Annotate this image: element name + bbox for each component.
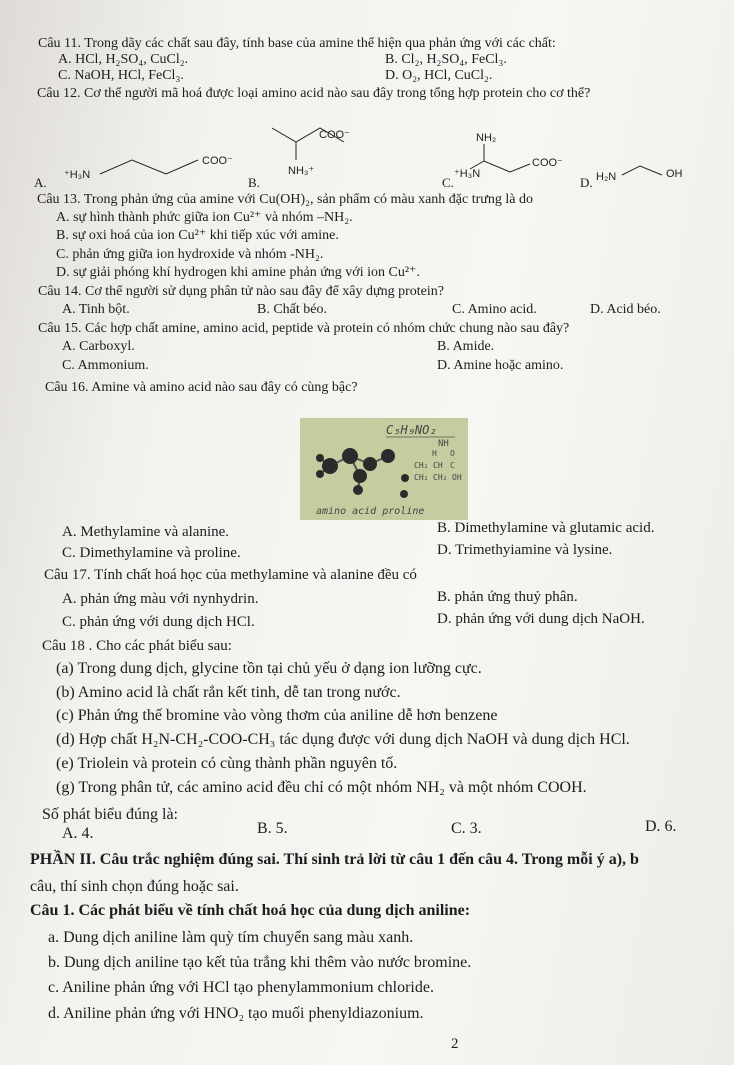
ball-stick-model	[316, 448, 409, 498]
q13-stem: Câu 13. Trong phản ứng của amine với Cu(OH)₂, sản phẩm có màu xanh đặc trưng là do	[37, 192, 533, 207]
q12-d-skeleton	[622, 166, 662, 175]
struct-ch2-bottom-left: CH₂	[414, 473, 429, 482]
q12-b-ammonium: NH₃⁺	[288, 165, 315, 177]
q13-option-b: B. sự oxi hoá của ion Cu²⁺ khi tiếp xúc với amine.	[56, 228, 339, 243]
q12-molecule-a	[62, 145, 272, 185]
q12-d-hydroxyl: OH	[666, 168, 683, 180]
q18-option-b: B. 5.	[257, 820, 288, 837]
q12-stem: Câu 12. Cơ thể người mã hoá được loại amino acid nào sau đây trong tổng hợp protein cho cơ thể?	[37, 86, 591, 101]
q12-molecule-d	[594, 158, 694, 186]
struct-c: C	[450, 461, 455, 470]
q12-molecule-c	[452, 128, 592, 184]
q16-option-d: D. Trimethyiamine và lysine.	[437, 542, 613, 558]
q18-option-a: A. 4.	[62, 825, 94, 842]
q11-option-b: B. Cl₂, H₂SO₄, FeCl₃.	[385, 52, 507, 67]
struct-ch: CH	[433, 461, 443, 470]
q15-option-a: A. Carboxyl.	[62, 339, 135, 354]
part2-q1-d: d. Aniline phản ứng với HNO₂ tạo muối phenyldiazonium.	[48, 1005, 424, 1022]
q14-option-c: C. Amino acid.	[452, 302, 537, 317]
q12-option-d-letter: D.	[580, 175, 593, 190]
q18-count-prompt: Số phát biểu đúng là:	[42, 806, 178, 823]
struct-h: H	[432, 449, 437, 458]
q18-statement-a: (a) Trong dung dịch, glycine tồn tại chủ yếu ở dạng ion lưỡng cực.	[56, 660, 482, 677]
q13-option-c: C. phản ứng giữa ion hydroxide và nhóm -NH₂.	[56, 247, 324, 262]
q12-option-b-letter: B.	[248, 175, 260, 190]
q15-option-d: D. Amine hoặc amino.	[437, 358, 564, 373]
hydrogen-atom	[353, 485, 363, 495]
q17-stem: Câu 17. Tính chất hoá học của methylamine và alanine đều có	[44, 567, 417, 583]
q18-stem: Câu 18 . Cho các phát biểu sau:	[42, 638, 232, 654]
q14-option-b: B. Chất béo.	[257, 302, 327, 317]
oxygen-atom	[381, 449, 395, 463]
struct-ch2-bottom-right: CH₂	[433, 473, 448, 482]
struct-nh: NH	[438, 439, 449, 449]
q17-option-a: A. phản ứng màu với nynhydrin.	[62, 591, 259, 607]
q12-a-skeleton	[100, 160, 198, 174]
q16-option-c: C. Dimethylamine và proline.	[62, 545, 241, 561]
q11-option-a: A. HCl, H₂SO₄, CuCl₂.	[58, 52, 189, 67]
hydrogen-atom	[401, 474, 409, 482]
part2-q1-b: b. Dung dịch aniline tạo kết tủa trắng khi thêm vào nước bromine.	[48, 954, 472, 971]
carbon-atom	[342, 448, 358, 464]
q12-b-carboxylate: COO⁻	[319, 129, 350, 141]
q15-option-c: C. Ammonium.	[62, 358, 149, 373]
proline-figure	[300, 418, 468, 520]
q12-d-amine: H₂N	[596, 171, 617, 183]
proline-caption: amino acid proline	[316, 506, 425, 517]
part2-heading: PHẦN II. Câu trắc nghiệm đúng sai. Thí sinh trả lời từ câu 1 đến câu 4. Trong mỗi ý a), b	[30, 851, 639, 868]
q16-option-a: A. Methylamine và alanine.	[62, 524, 230, 540]
part2-q1-c: c. Aniline phản ứng với HCl tạo phenylammonium chloride.	[48, 979, 434, 996]
struct-oh: OH	[452, 473, 462, 482]
q14-option-a: A. Tinh bột.	[62, 302, 130, 317]
hydrogen-atom	[316, 454, 324, 462]
q12-option-a-letter: A.	[34, 175, 47, 190]
q18-option-c: C. 3.	[451, 820, 482, 837]
q16-stem: Câu 16. Amine và amino acid nào sau đây có cùng bậc?	[45, 380, 358, 395]
carbon-atom	[353, 469, 367, 483]
part2-q1-stem: Câu 1. Các phát biểu về tính chất hoá học của dung dịch aniline:	[30, 902, 471, 919]
q12-a-amino-group: ⁺H₃N	[64, 169, 91, 181]
q11-stem: Câu 11. Trong dãy các chất sau đây, tính base của amine thể hiện qua phản ứng với các chất:	[38, 36, 556, 51]
q17-option-c: C. phản ứng với dung dịch HCl.	[62, 614, 255, 630]
q17-option-b: B. phản ứng thuỷ phân.	[437, 589, 578, 605]
q12-molecule-b	[262, 118, 372, 180]
q15-option-b: B. Amide.	[437, 339, 495, 354]
q11-option-d: D. O₂, HCl, CuCl₂.	[385, 68, 493, 83]
struct-ch2: CH₂	[414, 461, 429, 470]
q12-option-c-letter: C.	[442, 175, 454, 190]
q14-option-d: D. Acid béo.	[590, 302, 661, 317]
q12-c-amino-left: ⁺H₃N	[454, 168, 481, 180]
proline-formula: C₅H₉NO₂	[386, 423, 437, 437]
q17-option-d: D. phản ứng với dung dịch NaOH.	[437, 611, 645, 627]
struct-o: O	[450, 449, 455, 458]
part2-q1-a: a. Dung dịch aniline làm quỳ tím chuyển sang màu xanh.	[48, 929, 414, 946]
part2-heading-cont: câu, thí sinh chọn đúng hoặc sai.	[30, 878, 239, 895]
q18-statement-b: (b) Amino acid là chất rắn kết tinh, dễ tan trong nước.	[56, 684, 401, 701]
q12-c-carboxylate: COO⁻	[532, 157, 563, 169]
q12-c-amino-top: NH₂	[476, 132, 497, 144]
q18-statement-e: (e) Triolein và protein có cùng thành phần nguyên tố.	[56, 755, 398, 772]
q14-stem: Câu 14. Cơ thể người sử dụng phân tử nào sau đây để xây dựng protein?	[38, 284, 444, 299]
q13-option-d: D. sự giải phóng khí hydrogen khi amine phản ứng với ion Cu²⁺.	[56, 265, 420, 280]
hydrogen-atom	[400, 490, 408, 498]
q11-option-c: C. NaOH, HCl, FeCl₃.	[58, 68, 184, 83]
q16-option-b: B. Dimethylamine và glutamic acid.	[437, 520, 655, 536]
page-number: 2	[451, 1036, 459, 1052]
q13-option-a: A. sự hình thành phức giữa ion Cu²⁺ và nhóm –NH₂.	[56, 210, 353, 225]
q12-a-carboxylate: COO⁻	[202, 155, 233, 167]
q15-stem: Câu 15. Các hợp chất amine, amino acid, peptide và protein có nhóm chức chung nào sau đây?	[38, 321, 570, 336]
q18-statement-c: (c) Phản ứng thế bromine vào vòng thơm của aniline dễ hơn benzene	[56, 707, 498, 724]
carbon-atom	[322, 458, 338, 474]
q18-statement-g: (g) Trong phân tử, các amino acid đều chỉ có một nhóm NH₂ và một nhóm COOH.	[56, 779, 587, 796]
nitrogen-atom	[363, 457, 377, 471]
q18-option-d: D. 6.	[645, 818, 677, 835]
hydrogen-atom	[316, 470, 324, 478]
q18-statement-d: (d) Hợp chất H₂N-CH₂-COO-CH₃ tác dụng được với dung dịch NaOH và dung dịch HCl.	[56, 731, 630, 748]
